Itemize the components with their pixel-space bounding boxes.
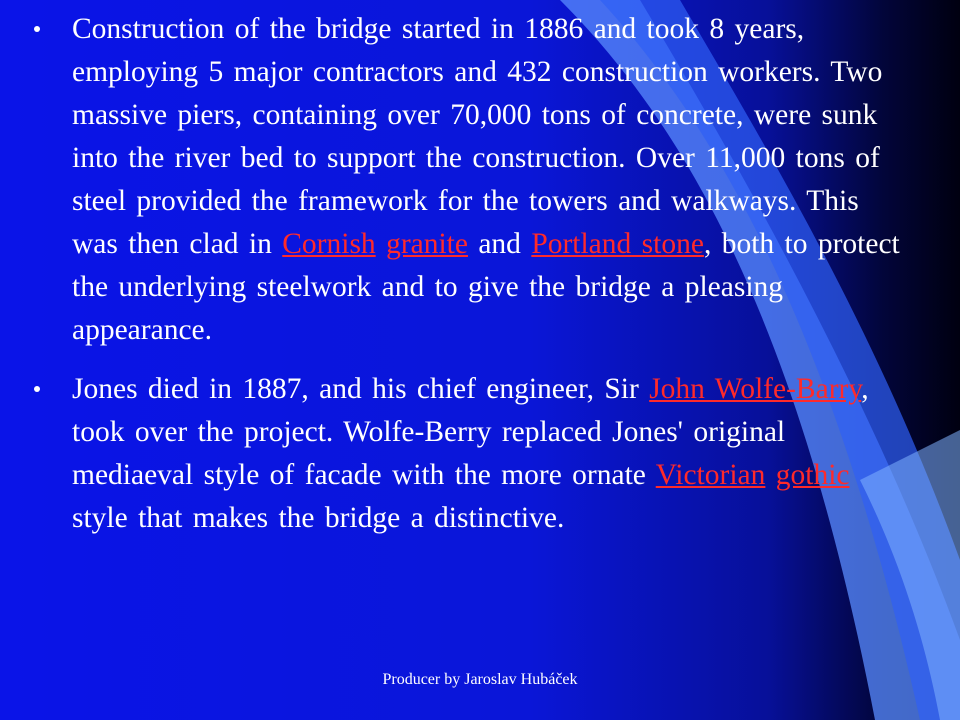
bullet1-text-part1: Construction of the bridge started in 1886 and took 8 years, employing 5 major contractors and 432 construction workers. Two massive piers, containing over 70,000 tons of concrete, were sunk into the river bed to support the construction. Over 11,000 tons of steel provided the framework for the towers and walkways. This was then clad in [72,13,883,260]
bullet1-sep [376,228,386,260]
bullet2-text-part3: style that makes the bridge a distinctive. [72,502,565,534]
bullet2-sep [765,459,775,491]
slide-content [32,8,912,556]
bullet-item-construction [32,8,912,352]
bullet-item-jones [32,368,912,540]
bullet1-text-part2: and [467,228,532,260]
slide-footer: Producer by Jaroslav Hubáček [382,671,578,688]
bullet-list [32,8,912,540]
link-granite[interactable]: granite [386,228,468,260]
bullet-dot-icon [34,26,40,32]
bullet-dot-icon [34,386,40,392]
link-portland-stone[interactable]: Portland stone [531,228,704,260]
bullet2-text-part1: Jones died in 1887, and his chief engineer, Sir [72,373,650,405]
link-cornish[interactable]: Cornish [282,228,376,260]
link-gothic[interactable]: gothic [775,459,850,491]
link-john-wolfe-barry[interactable]: John Wolfe-Barry [649,373,862,405]
bullet1-text-part3: , both to protect the underlying steelwork and to give the bridge a pleasing appearance. [72,228,900,346]
bullet2-text-part2: , took over the project. Wolfe-Berry replaced Jones' original mediaeval style of facade with the more ornate [72,373,869,491]
link-victorian[interactable]: Victorian [655,459,766,491]
